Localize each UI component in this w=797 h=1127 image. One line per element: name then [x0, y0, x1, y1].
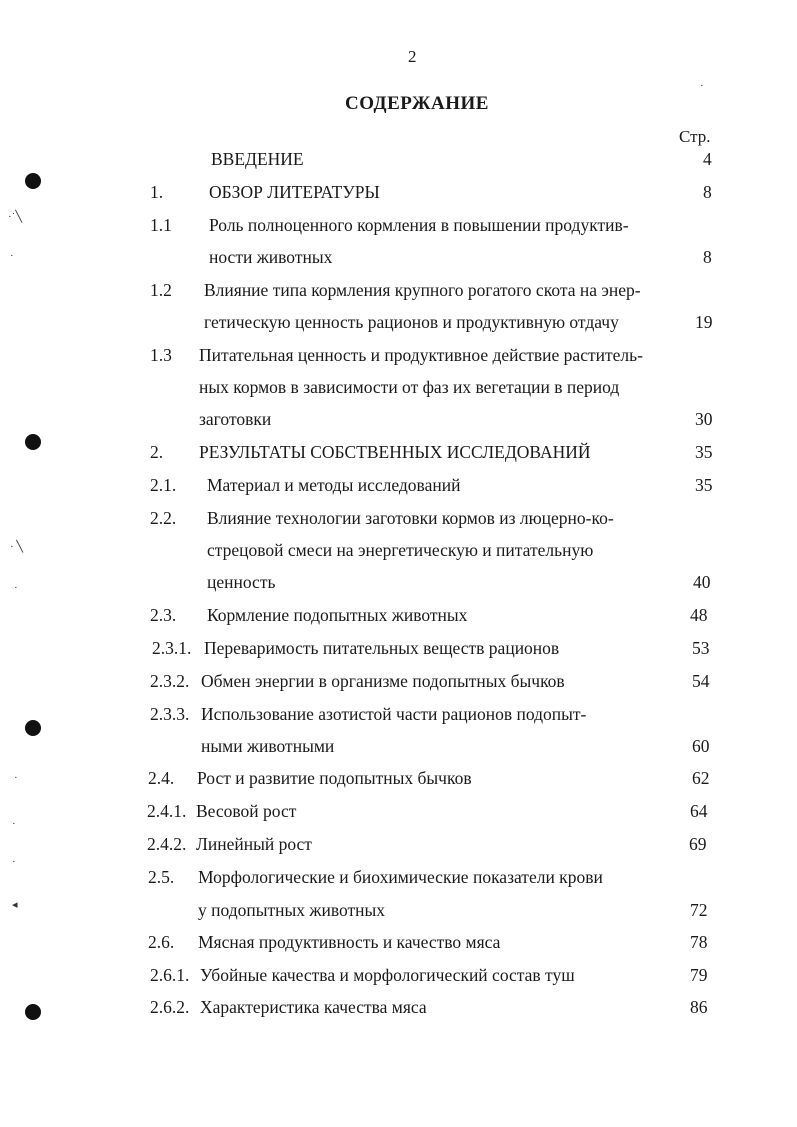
toc-entry-text: Использование азотистой части рационов подопыт- [201, 704, 587, 724]
toc-entry-number: 1.2 [150, 280, 172, 300]
toc-entry-number: 2.6.2. [150, 997, 190, 1017]
punch-hole [25, 173, 41, 189]
toc-entry-text: стрецовой смеси на энергетическую и питательную [207, 540, 594, 560]
toc-entry-number: 2.6. [148, 932, 175, 952]
toc-entry-text: Влияние типа кормления крупного рогатого скота на энер- [204, 280, 641, 300]
toc-entry-text: Убойные качества и морфологический состав туш [200, 965, 575, 985]
toc-entry-page: 60 [692, 736, 710, 756]
punch-hole [25, 720, 41, 736]
toc-entry-number: 1.1 [150, 215, 172, 235]
toc-entry-page: 8 [703, 247, 712, 267]
toc-entry-number: 2.4. [148, 768, 175, 788]
toc-entry-text: Весовой рост [196, 801, 297, 821]
toc-entry-page: 19 [695, 312, 713, 332]
toc-entry-page: 35 [695, 475, 713, 495]
toc-entry-number: 2. [150, 442, 164, 462]
toc-entry-text: ными животными [201, 736, 335, 756]
toc-entry-text: Морфологические и биохимические показатели крови [198, 867, 603, 887]
scan-speck: · [12, 856, 16, 868]
page-title: СОДЕРЖАНИЕ [345, 93, 489, 114]
toc-entry-page: 8 [703, 182, 712, 202]
punch-hole [25, 434, 41, 450]
scan-speck: · [14, 772, 18, 784]
toc-entry-text: Обмен энергии в организме подопытных бычков [201, 671, 565, 691]
toc-entry-page: 69 [689, 834, 707, 854]
scan-speck: · [10, 250, 14, 262]
toc-entry-page: 86 [690, 997, 708, 1017]
toc-entry-number: 2.2. [150, 508, 177, 528]
toc-entry-text: Материал и методы исследований [207, 475, 461, 495]
toc-entry-page: 40 [693, 572, 711, 592]
toc-entry-page: 72 [690, 900, 708, 920]
page-column-label: Стр. [679, 127, 711, 146]
toc-entry-text: Переваримость питательных веществ рационов [204, 638, 560, 658]
toc-entry-number: 2.3.3. [150, 704, 190, 724]
toc-entry-text: Питательная ценность и продуктивное действие раститель- [199, 345, 643, 365]
toc-entry-text: ности животных [209, 247, 333, 267]
toc-entry-number: 2.3.1. [152, 638, 192, 658]
scan-speck: · [14, 582, 18, 594]
toc-entry-text: Мясная продуктивность и качество мяса [198, 932, 501, 952]
scan-speck: ·˙╲ [8, 211, 22, 223]
toc-entry-number: 2.3. [150, 605, 177, 625]
page-number: 2 [408, 47, 417, 66]
toc-entry-text: ВВЕДЕНИЕ [211, 149, 304, 169]
toc-entry-page: 53 [692, 638, 710, 658]
toc-entry-number: 2.4.1. [147, 801, 187, 821]
toc-entry-page: 30 [695, 409, 713, 429]
toc-entry-text: Линейный рост [196, 834, 312, 854]
scan-speck: · ╲ [10, 541, 24, 553]
toc-entry-text: у подопытных животных [198, 900, 386, 920]
toc-entry-text: Влияние технологии заготовки кормов из люцерно-ко- [207, 508, 614, 528]
toc-entry-number: 1. [150, 182, 164, 202]
toc-entry-page: 78 [690, 932, 708, 952]
toc-entry-text: ценность [207, 572, 276, 592]
toc-entry-page: 79 [690, 965, 708, 985]
toc-entry-page: 54 [692, 671, 710, 691]
toc-entry-text: РЕЗУЛЬТАТЫ СОБСТВЕННЫХ ИССЛЕДОВАНИЙ [199, 442, 591, 462]
toc-entry-text: ных кормов в зависимости от фаз их вегетации в период [199, 377, 620, 397]
toc-entry-number: 2.4.2. [147, 834, 187, 854]
toc-entry-page: 62 [692, 768, 710, 788]
toc-entry-number: 2.6.1. [150, 965, 190, 985]
toc-entry-text: Рост и развитие подопытных бычков [197, 768, 472, 788]
punch-hole [25, 1004, 41, 1020]
toc-entry-number: 2.1. [150, 475, 177, 495]
scan-speck: · [700, 80, 704, 92]
scan-speck: ◂ [12, 899, 18, 911]
toc-entry-page: 4 [703, 149, 712, 169]
toc-entry-text: Роль полноценного кормления в повышении продуктив- [209, 215, 629, 235]
toc-entry-number: 2.5. [148, 867, 175, 887]
toc-entry-page: 35 [695, 442, 713, 462]
toc-entry-text: заготовки [199, 409, 272, 429]
toc-entry-text: Характеристика качества мяса [200, 997, 427, 1017]
scan-speck: · [12, 818, 16, 830]
toc-entry-page: 64 [690, 801, 708, 821]
toc-entry-page: 48 [690, 605, 708, 625]
toc-entry-text: Кормление подопытных животных [207, 605, 468, 625]
toc-entry-number: 1.3 [150, 345, 172, 365]
toc-entry-text: ОБЗОР ЛИТЕРАТУРЫ [209, 182, 380, 202]
toc-entry-number: 2.3.2. [150, 671, 190, 691]
toc-entry-text: гетическую ценность рационов и продуктивную отдачу [204, 312, 619, 332]
